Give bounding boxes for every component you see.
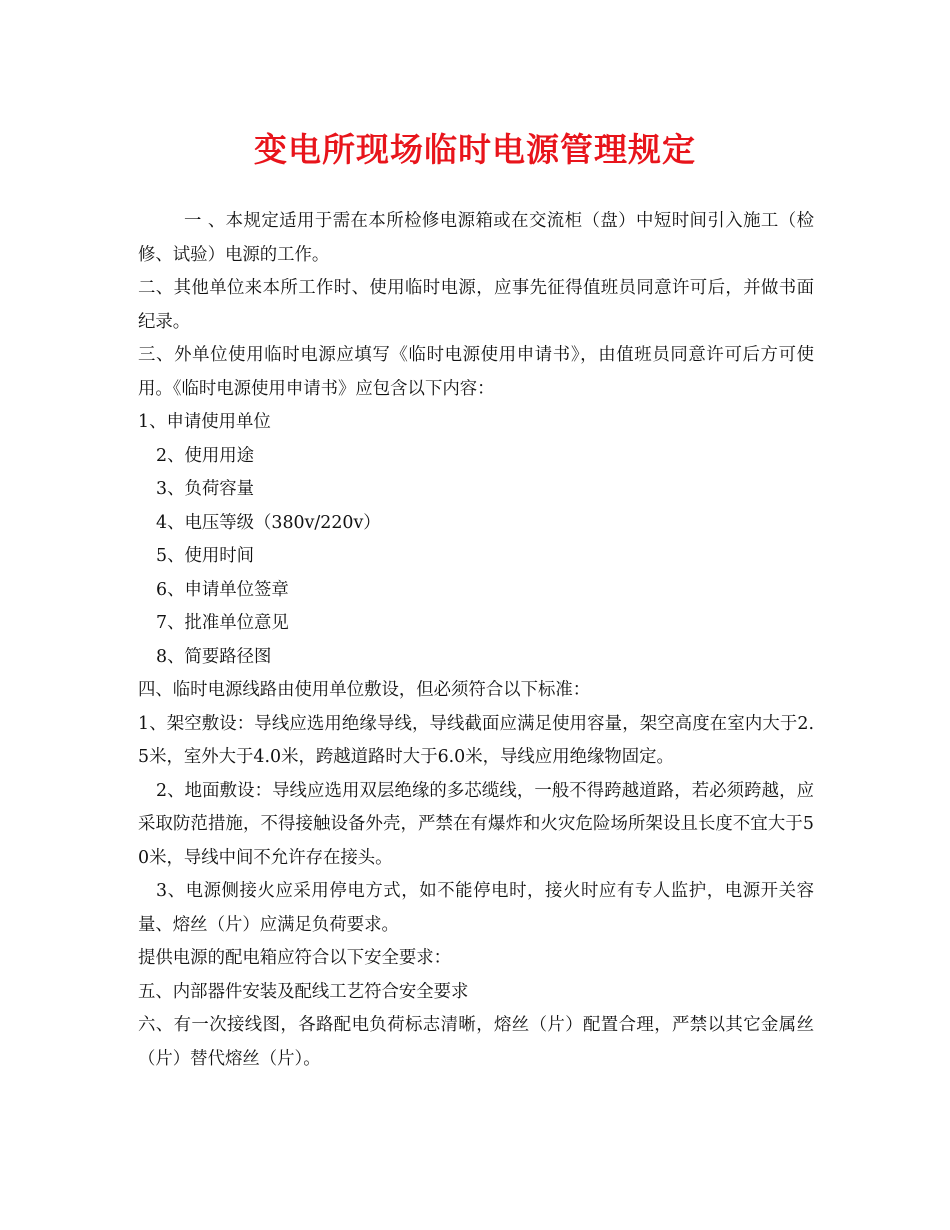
list-item-7: 7、批准单位意见 [156, 613, 289, 633]
standard-item-1: 1、架空敷设：导线应选用绝缘导线，导线截面应满足使用容量，架空高度在室内大于2.5米，室外大于4.0米，跨越道路时大于6.0米，导线应用绝缘物固定。 [138, 713, 814, 767]
safety-requirements-heading: 提供电源的配电箱应符合以下安全要求： [138, 948, 452, 968]
paragraph-1: 一 、本规定适用于需在本所检修电源箱或在交流柜（盘）中短时间引入施工（检修、试验）电源的工作。 [138, 211, 814, 265]
standard-item-3: 3、电源侧接火应采用停电方式，如不能停电时，接火时应有专人监护，电源开关容量、熔丝（片）应满足负荷要求。 [138, 881, 814, 935]
list-item-3: 3、负荷容量 [156, 479, 255, 499]
paragraph-2: 二、其他单位来本所工作时、使用临时电源，应事先征得值班员同意许可后，并做书面纪录。 [138, 278, 814, 332]
list-item-5: 5、使用时间 [156, 546, 255, 566]
paragraph-4: 四、临时电源线路由使用单位敷设，但必须符合以下标准： [138, 680, 591, 700]
paragraph-3: 三、外单位使用临时电源应填写《临时电源使用申请书》，由值班员同意许可后方可使用。《临时电源使用申请书》应包含以下内容： [138, 345, 814, 399]
paragraph-5: 五、内部器件安装及配线工艺符合安全要求 [138, 981, 469, 1002]
list-item-8: 8、简要路径图 [156, 646, 272, 667]
standard-item-2: 2、地面敷设：导线应选用双层绝缘的多芯缆线，一般不得跨越道路，若必须跨越，应采取防范措施，不得接触设备外壳，严禁在有爆炸和火灾危险场所架设且长度不宜大于50米，导线中间不允许存在接头。 [138, 780, 814, 868]
list-item-1: 1、申请使用单位 [138, 412, 271, 432]
paragraph-6: 六、有一次接线图，各路配电负荷标志清晰，熔丝（片）配置合理，严禁以其它金属丝（片）替代熔丝（片）。 [138, 1015, 814, 1069]
document-body [138, 205, 814, 1076]
list-item-6: 6、申请单位签章 [156, 579, 289, 600]
document-title: 变电所现场临时电源管理规定 [254, 130, 696, 169]
list-item-4: 4、电压等级（380v/220v） [156, 512, 381, 533]
list-item-2: 2、使用用途 [156, 445, 255, 466]
